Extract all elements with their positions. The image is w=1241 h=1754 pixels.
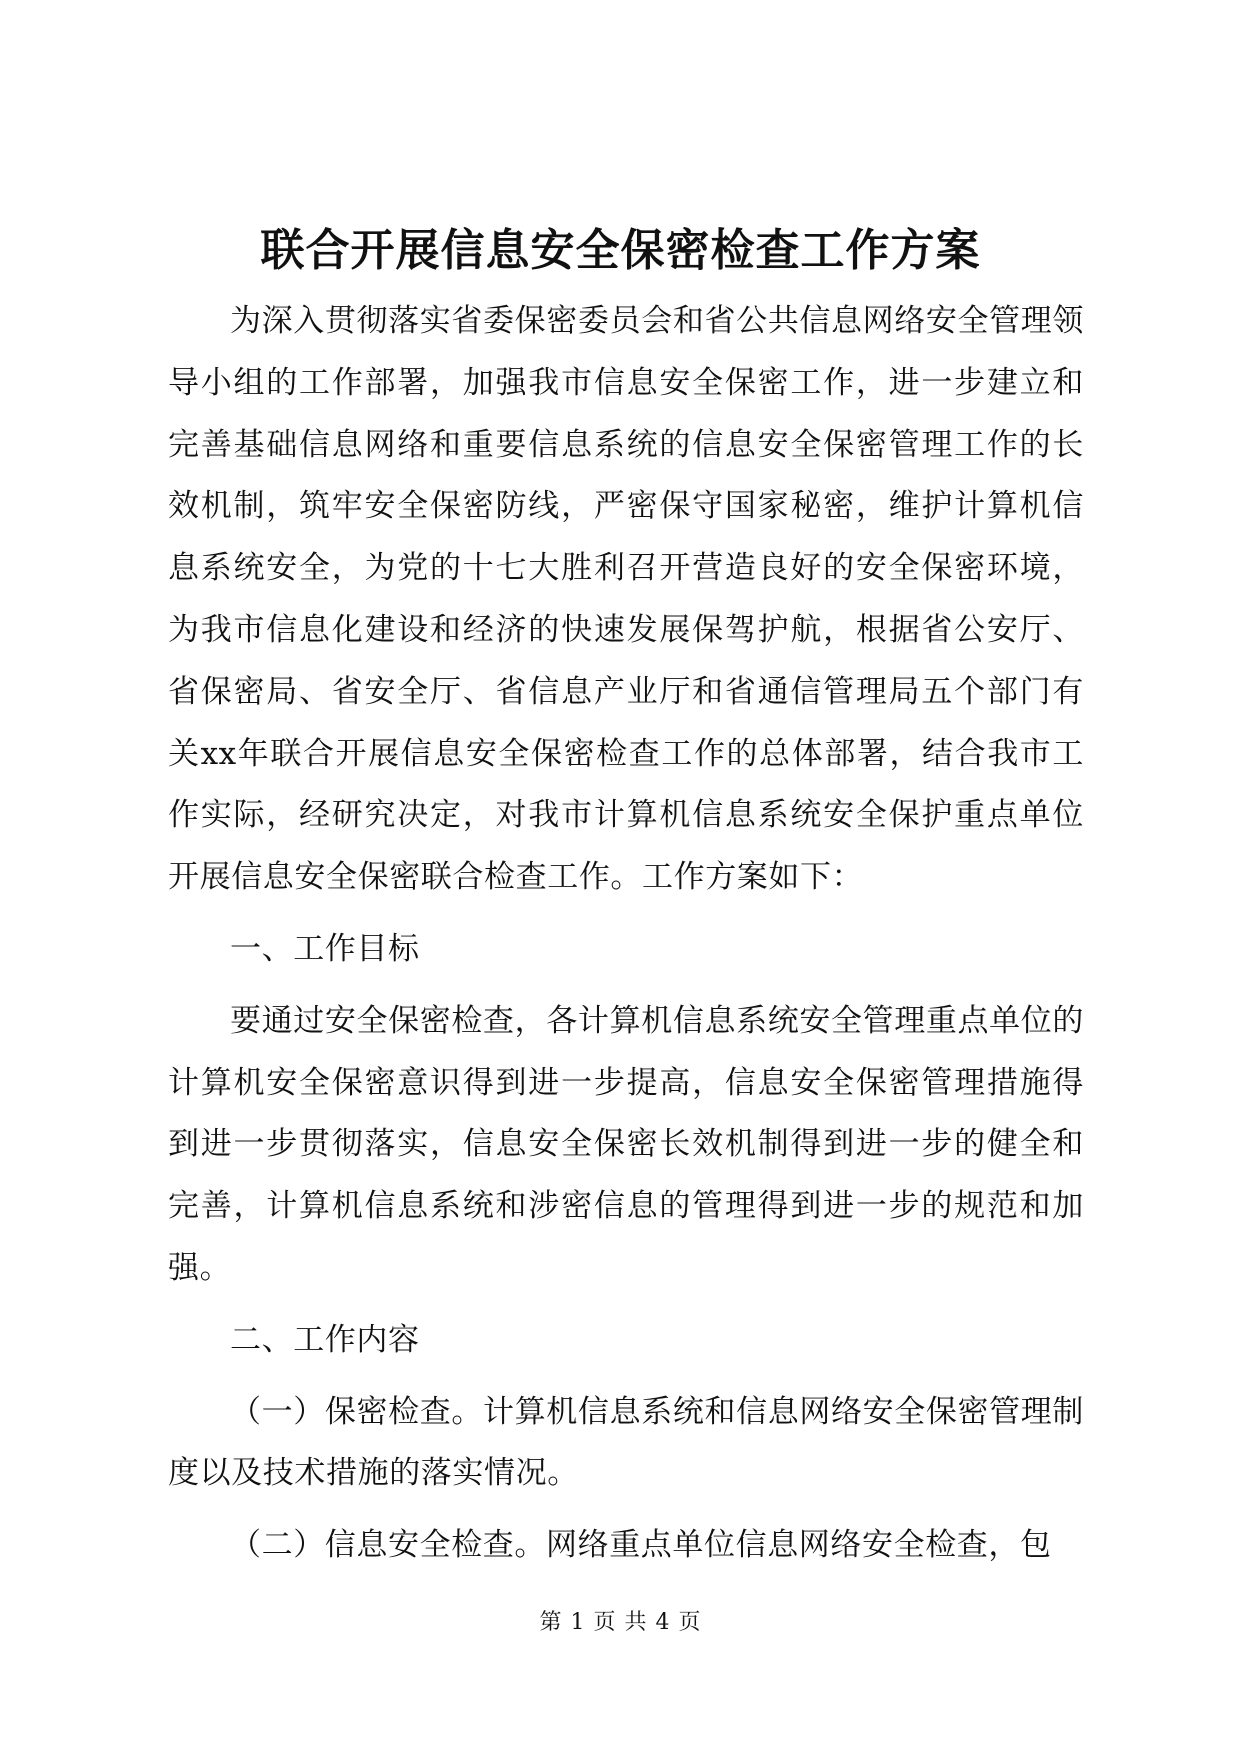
section-heading-goals: 一、工作目标 [230,930,420,967]
document-body [168,291,1084,1577]
content-item-2: （二）信息安全检查。网络重点单位信息网络安全检查，包 [230,1527,1052,1564]
content-item-1: （一）保密检查。计算机信息系统和信息网络安全保密管理制度以及技术措施的落实情况。 [168,1393,1084,1492]
goals-paragraph: 要通过安全保密检查，各计算机信息系统安全管理重点单位的计算机安全保密意识得到进一步提高，信息安全保密管理措施得到进一步贯彻落实，信息安全保密长效机制得到进一步的健全和完善，计算机信息系统和涉密信息的管理得到进一步的规范和加强。 [168,1002,1084,1286]
section-heading-content: 二、工作内容 [230,1321,420,1358]
document-title: 联合开展信息安全保密检查工作方案 [260,225,981,276]
page-number-footer: 第 1 页 共 4 页 [539,1610,702,1635]
spacer [168,1505,1084,1515]
spacer [168,981,1084,991]
spacer [168,1372,1084,1382]
spacer [168,1300,1084,1310]
intro-paragraph: 为深入贯彻落实省委保密委员会和省公共信息网络安全管理领导小组的工作部署，加强我市信息安全保密工作，进一步建立和完善基础信息网络和重要信息系统的信息安全保密管理工作的长效机制，筑牢安全保密防线，严密保守国家秘密，维护计算机信息系统安全，为党的十七大胜利召开营造良好的安全保密环境，为我市信息化建设和经济的快速发展保驾护航，根据省公安厅、省保密局、省安全厅、省信息产业厅和省通信管理局五个部门有关xx年联合开展信息安全保密检查工作的总体部署，结合我市工作实际，经研究决定，对我市计算机信息系统安全保护重点单位开展信息安全保密联合检查工作。工作方案如下： [168,303,1084,896]
spacer [168,909,1084,919]
